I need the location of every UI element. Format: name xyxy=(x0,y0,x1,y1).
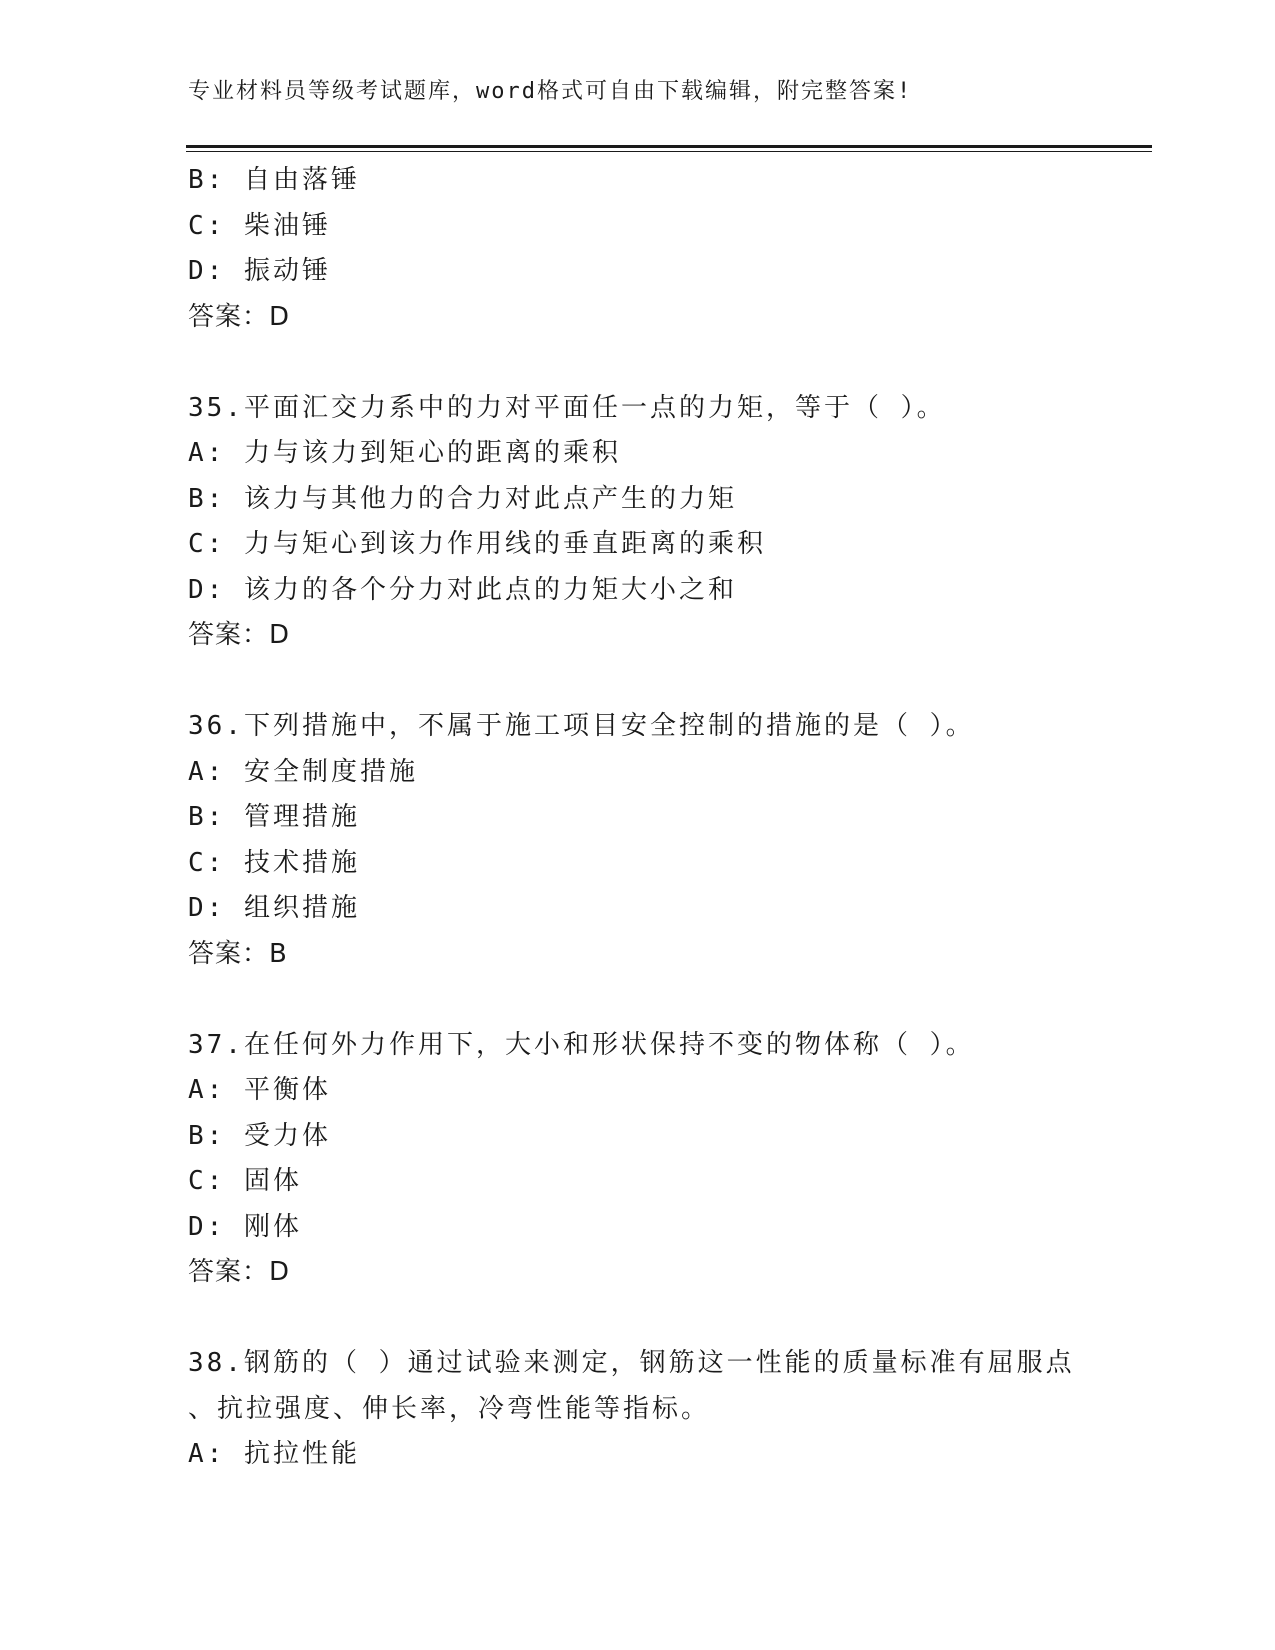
question-37 xyxy=(188,1023,1088,1296)
header-rule-thick xyxy=(186,145,1152,148)
option-d: D: 组织措施 xyxy=(188,893,360,923)
option-d: D: 该力的各个分力对此点的力矩大小之和 xyxy=(188,574,737,605)
question-stem: 37.在任何外力作用下，大小和形状保持不变的物体称（ ）。 xyxy=(188,1029,975,1060)
spacer xyxy=(188,340,1088,386)
option-a: A: 抗拉性能 xyxy=(188,1439,360,1469)
page-header: 专业材料员等级考试题库，word格式可自由下载编辑，附完整答案! xyxy=(188,79,913,104)
document-body xyxy=(188,158,1088,1478)
option-c: C: 柴油锤 xyxy=(188,210,331,241)
option-a: A: 安全制度措施 xyxy=(188,756,418,787)
question-38 xyxy=(188,1341,1088,1478)
option-a: A: 力与该力到矩心的距离的乘积 xyxy=(188,438,621,468)
spacer xyxy=(188,977,1088,1023)
answer: 答案：D xyxy=(188,301,291,332)
question-stem-line-1: 38.钢筋的（ ）通过试验来测定，钢筋这一性能的质量标准有屈服点 xyxy=(188,1348,1075,1378)
question-34-continued xyxy=(188,158,1088,340)
question-stem-line-2: 、抗拉强度、伸长率，冷弯性能等指标。 xyxy=(188,1393,711,1424)
option-b: B: 管理措施 xyxy=(188,802,360,832)
answer: 答案：B xyxy=(188,938,288,969)
option-a: A: 平衡体 xyxy=(188,1075,331,1105)
option-c: C: 技术措施 xyxy=(188,847,360,878)
question-36 xyxy=(188,704,1088,977)
option-d: D: 振动锤 xyxy=(188,256,331,286)
spacer xyxy=(188,1296,1088,1342)
question-stem: 36.下列措施中，不属于施工项目安全控制的措施的是（ ）。 xyxy=(188,711,975,741)
option-b: B: 自由落锤 xyxy=(188,165,360,195)
option-b: B: 该力与其他力的合力对此点产生的力矩 xyxy=(188,483,737,514)
spacer xyxy=(188,659,1088,705)
option-b: B: 受力体 xyxy=(188,1120,331,1151)
answer: 答案：D xyxy=(188,620,291,650)
option-d: D: 刚体 xyxy=(188,1211,302,1242)
question-stem: 35.平面汇交力系中的力对平面任一点的力矩，等于（ ）。 xyxy=(188,392,946,423)
header-rule-thin xyxy=(186,151,1152,152)
option-c: C: 力与矩心到该力作用线的垂直距离的乘积 xyxy=(188,529,766,559)
option-c: C: 固体 xyxy=(188,1166,302,1196)
question-35 xyxy=(188,386,1088,659)
answer: 答案：D xyxy=(188,1257,291,1287)
